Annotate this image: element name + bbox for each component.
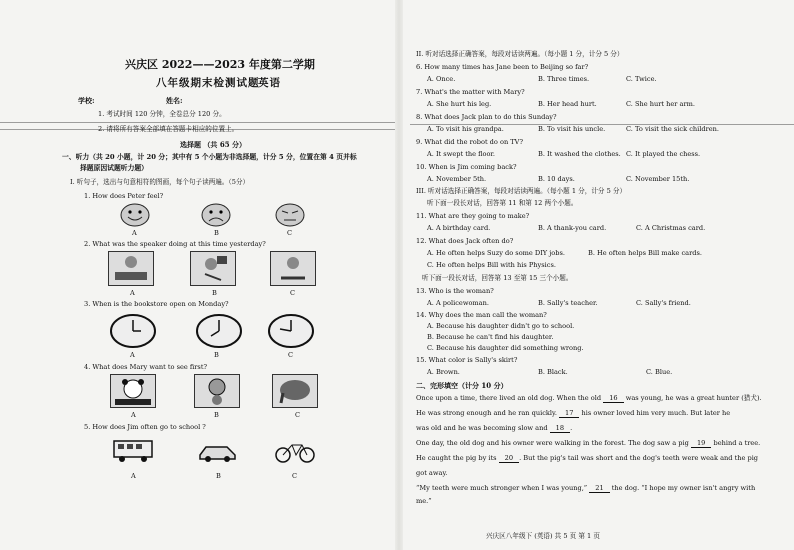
q10-option-c: C. November 15th. <box>626 175 690 183</box>
note-2: 2. 请将所有答案全部填在答题卡相应的位置上。 <box>98 125 239 133</box>
q6-option-b: B. Three times. <box>538 75 590 83</box>
q6-option-c: C. Twice. <box>626 75 657 83</box>
q2-label-a: A <box>130 289 135 297</box>
q6-option-a: A. Once. <box>427 75 456 83</box>
listening-instructions: 一、听力（共 20 小题，计 20 分；其中有 5 个小题为非选择题，计分 5 分，位置在第 4 页并标 <box>62 153 357 161</box>
bicycle-icon <box>274 438 316 464</box>
q8-option-a: A. To visit his grandpa. <box>427 125 504 133</box>
q12-option-b: B. He often helps Bill make cards. <box>588 249 702 257</box>
q12-option-c: C. He often helps Bill with his Physics. <box>427 261 556 269</box>
q3-label-c: C <box>288 351 294 359</box>
question-15: 15. What color is Sally's skirt? <box>416 356 518 364</box>
q9-option-a: A. It swept the floor. <box>427 150 495 158</box>
q4-label-b: B <box>214 411 219 419</box>
q2-picture-a <box>108 251 154 286</box>
question-13: 13. Who is the woman? <box>416 287 494 295</box>
q2-picture-c <box>270 251 316 286</box>
q13-option-b: B. Sally's teacher. <box>538 299 598 307</box>
q4-picture-panda <box>110 374 156 408</box>
part3-sub2: 听下面一段长对话，回答第 13 至第 15 三个小题。 <box>422 274 573 282</box>
question-1: 1. How does Peter feel? <box>84 192 164 200</box>
q5-label-c: C <box>292 472 298 480</box>
question-14: 14. Why does the man call the woman? <box>416 311 547 319</box>
page-fold <box>395 0 403 550</box>
school-label: 学校: <box>78 96 95 105</box>
page-footer: 兴庆区八年级下 (英语) 共 5 页 第 1 页 <box>486 532 600 540</box>
q1-picture-a <box>120 203 150 227</box>
q3-label-a: A <box>130 351 135 359</box>
q5-label-a: A <box>131 472 136 480</box>
q14-option-c: C. Because his daughter did something wrong. <box>427 344 584 352</box>
question-4: 4. What does Mary want to see first? <box>84 363 208 371</box>
q13-option-c: C. Sally's friend. <box>636 299 691 307</box>
q15-option-b: B. Black. <box>538 368 568 376</box>
car-icon <box>197 440 239 464</box>
part1-title: I. 听句子，选出与句意相符的图画，每个句子读两遍。（5分） <box>70 178 250 186</box>
q1-picture-c <box>275 203 305 227</box>
note-1: 1. 考试时间 120 分钟，全卷总分 120 分。 <box>98 110 226 118</box>
q11-option-a: A. A birthday card. <box>427 224 491 232</box>
q15-option-c: C. Blue. <box>646 368 673 376</box>
question-12: 12. What does Jack often do? <box>416 237 514 245</box>
blank-17: 17 <box>559 409 579 418</box>
q1-label-a: A <box>132 229 137 237</box>
cloze-line-3: was old and he was becoming slow and 18 . <box>416 424 573 432</box>
cloze-line-1: Once upon a time, there lived an old dog. When the old 16 was young, he was a great hunter (猎犬). <box>416 394 762 402</box>
q5-label-b: B <box>216 472 221 480</box>
q9-option-b: B. It washed the clothes. <box>538 150 621 158</box>
q8-option-b: B. To visit his uncle. <box>538 125 606 133</box>
name-label: 姓名: <box>166 96 183 105</box>
section-heading: 选择题 （共 65 分） <box>180 140 247 149</box>
q11-option-b: B. A thank-you card. <box>538 224 607 232</box>
q1-label-c: C <box>287 229 293 237</box>
q14-option-a: A. Because his daughter didn't go to school. <box>427 322 575 330</box>
q2-picture-b <box>190 251 236 286</box>
question-9: 9. What did the robot do on TV? <box>416 138 523 146</box>
q3-clock-b <box>196 314 242 348</box>
q4-picture-monkey <box>194 374 240 408</box>
cloze-line-5: He caught the pig by its 20 . But the pig's tail was short and the dog's teeth were weak and the pig <box>416 454 759 462</box>
q10-option-b: B. 10 days. <box>538 175 575 183</box>
q3-label-b: B <box>214 351 219 359</box>
cloze-line-6: got away. <box>416 469 448 477</box>
blank-16: 16 <box>603 394 623 403</box>
part3-title: III. 听对话选择正确答案，每段对话读两遍。（每小题 1 分，计分 5 分） <box>416 187 627 195</box>
q4-label-a: A <box>131 411 136 419</box>
cloze-line-4: One day, the old dog and his owner were walking in the forest. The dog saw a pig 19 behind a tree. <box>416 439 761 447</box>
q7-option-a: A. She hurt his leg. <box>427 100 492 108</box>
q2-label-b: B <box>212 289 217 297</box>
question-3: 3. When is the bookstore open on Monday? <box>84 300 229 308</box>
q12-option-a: A. He often helps Suzy do some DIY jobs. <box>427 249 565 257</box>
question-8: 8. What does Jack plan to do this Sunday? <box>416 113 557 121</box>
scan-line <box>0 122 395 123</box>
q14-option-b: B. Because he can't find his daughter. <box>427 333 554 341</box>
question-7: 7. What's the matter with Mary? <box>416 88 525 96</box>
q7-option-c: C. She hurt her arm. <box>626 100 695 108</box>
q13-option-a: A. A policewoman. <box>427 299 489 307</box>
part2-title: II. 听对话选择正确答案，每段对话读两遍。（每小题 1 分，计分 5 分） <box>416 50 624 58</box>
cloze-line-8: me.” <box>416 497 432 505</box>
question-11: 11. What are they going to make? <box>416 212 530 220</box>
q1-label-b: B <box>214 229 219 237</box>
q4-label-c: C <box>295 411 301 419</box>
cloze-title: 二、完形填空（计分 10 分） <box>416 381 508 390</box>
part3-sub: 听下面一段长对话，回答第 11 和第 12 两个小题。 <box>427 199 578 207</box>
q8-option-c: C. To visit the sick children. <box>626 125 719 133</box>
exam-title: 兴庆区 2022——2023 年度第二学期 <box>125 58 315 71</box>
question-2: 2. What was the speaker doing at this time yesterday? <box>84 240 266 248</box>
q10-option-a: A. November 5th. <box>427 175 487 183</box>
blank-21: 21 <box>589 484 609 493</box>
q4-picture-elephant <box>272 374 318 408</box>
blank-18: 18 <box>550 424 570 433</box>
exam-subtitle-subject: 英语 <box>258 77 281 89</box>
q1-picture-b <box>201 203 231 227</box>
blank-19: 19 <box>691 439 711 448</box>
exam-subtitle-grade: 八年级期末检测试题 <box>156 77 260 89</box>
question-6: 6. How many times has Jane been to Beijing so far? <box>416 63 589 71</box>
q15-option-a: A. Brown. <box>427 368 460 376</box>
q2-label-c: C <box>290 289 296 297</box>
bus-icon <box>112 438 154 464</box>
question-5: 5. How does Jim often go to school ? <box>84 423 206 431</box>
cloze-line-7: “My teeth were much stronger when I was young,” 21 the dog. “I hope my owner isn't angry with <box>416 484 756 492</box>
q3-clock-c <box>268 314 314 348</box>
q9-option-c: C. It played the chess. <box>626 150 701 158</box>
q11-option-c: C. A Christmas card. <box>636 224 706 232</box>
cloze-line-2: He was strong enough and he ran quickly. 17 his owner loved him very much. But later he <box>416 409 731 417</box>
blank-20: 20 <box>499 454 519 463</box>
q7-option-b: B. Her head hurt. <box>538 100 597 108</box>
listening-instructions-2: 择题原因试题听力题） <box>80 164 148 172</box>
q3-clock-a <box>110 314 156 348</box>
question-10: 10. When is Jim coming back? <box>416 163 517 171</box>
